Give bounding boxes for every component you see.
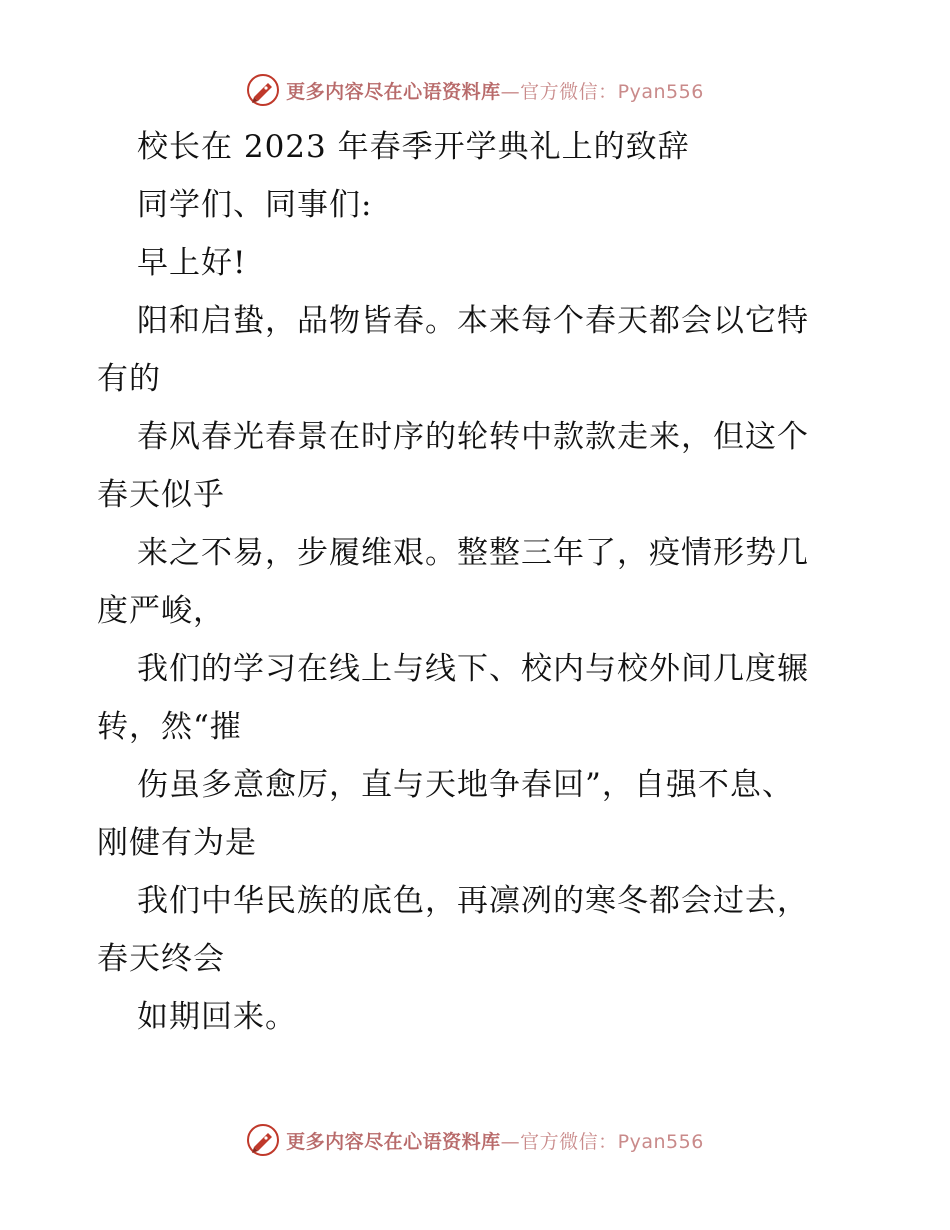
paragraph-line: 春天似乎: [97, 477, 225, 513]
paragraph-line: 春天终会: [97, 941, 225, 977]
header-wechat-text: —官方微信：Pyan556: [500, 80, 704, 103]
paragraph-line: 阳和启蛰，品物皆春。本来每个春天都会以它特: [137, 303, 809, 339]
greeting: 早上好!: [137, 245, 247, 281]
paragraph-line: 来之不易，步履维艰。整整三年了，疫情形势几: [137, 535, 809, 571]
footer-watermark-text: [286, 1127, 704, 1154]
paragraph-line: 我们中华民族的底色，再凛冽的寒冬都会过去，: [137, 883, 809, 919]
paragraph-line: 伤虽多意愈厉，直与天地争春回”，自强不息、: [137, 767, 794, 803]
footer-watermark-banner: [0, 1120, 950, 1160]
document-body: [97, 118, 857, 1046]
header-watermark-text: [286, 77, 704, 104]
paragraph-line: 我们的学习在线上与线下、校内与校外间几度辗: [137, 651, 809, 687]
paragraph-line: 转，然“摧: [97, 709, 242, 745]
paragraph-line: 度严峻，: [97, 593, 225, 629]
header-watermark-banner: [0, 70, 950, 110]
paragraph-line: 春风春光春景在时序的轮转中款款走来，但这个: [137, 419, 809, 455]
paragraph-line: 如期回来。: [137, 999, 297, 1035]
document-title: 校长在 2023 年春季开学典礼上的致辞: [137, 129, 690, 165]
pen-nib-logo-icon: [246, 1123, 280, 1157]
footer-brand-text: 更多内容尽在心语资料库: [286, 1130, 501, 1153]
pen-nib-logo-icon: [246, 73, 280, 107]
salutation: 同学们、同事们:: [137, 187, 373, 223]
footer-wechat-text: —官方微信：Pyan556: [500, 1130, 704, 1153]
paragraph-line: 刚健有为是: [97, 825, 257, 861]
header-brand-text: 更多内容尽在心语资料库: [286, 80, 501, 103]
paragraph-line: 有的: [97, 361, 161, 397]
